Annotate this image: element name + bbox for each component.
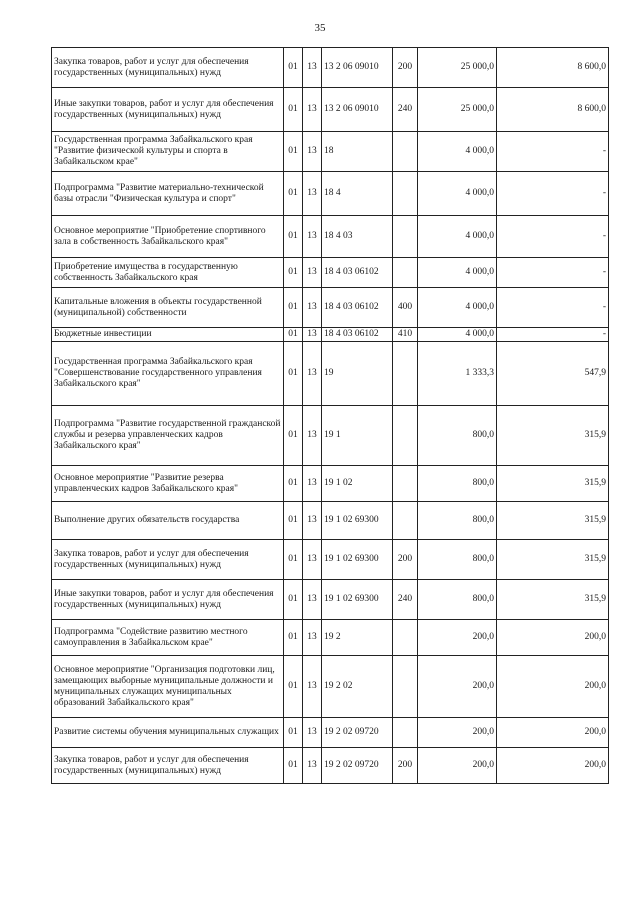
page-number: 35	[314, 22, 326, 34]
table-row	[52, 88, 609, 132]
row-expense-type	[393, 466, 418, 502]
row-section: 01	[284, 540, 303, 580]
row-sum-executed: 200,0	[497, 718, 609, 748]
table-row	[52, 258, 609, 288]
row-target-article: 19 2 02 09720	[322, 718, 393, 748]
table-row	[52, 718, 609, 748]
row-subsection: 13	[303, 328, 322, 342]
row-name: Закупка товаров, работ и услуг для обеспечения государственных (муниципальных) нужд	[52, 540, 284, 580]
row-sum-executed: -	[497, 132, 609, 172]
row-target-article: 19 1 02 69300	[322, 580, 393, 620]
row-target-article: 19 1 02	[322, 466, 393, 502]
row-section: 01	[284, 132, 303, 172]
row-target-article: 19 1	[322, 406, 393, 466]
row-name: Иные закупки товаров, работ и услуг для обеспечения государственных (муниципальных) нужд	[52, 580, 284, 620]
table-row	[52, 48, 609, 88]
table-row	[52, 466, 609, 502]
row-section: 01	[284, 748, 303, 784]
row-target-article: 19 1 02 69300	[322, 540, 393, 580]
row-sum-planned: 4 000,0	[418, 258, 497, 288]
row-section: 01	[284, 342, 303, 406]
row-sum-planned: 800,0	[418, 580, 497, 620]
row-subsection: 13	[303, 540, 322, 580]
table-row	[52, 580, 609, 620]
row-section: 01	[284, 656, 303, 718]
row-sum-planned: 4 000,0	[418, 132, 497, 172]
row-target-article: 13 2 06 09010	[322, 88, 393, 132]
row-target-article: 19 2 02 09720	[322, 748, 393, 784]
row-expense-type	[393, 132, 418, 172]
table-row	[52, 540, 609, 580]
row-sum-executed: 8 600,0	[497, 88, 609, 132]
row-section: 01	[284, 88, 303, 132]
row-subsection: 13	[303, 580, 322, 620]
table-row	[52, 132, 609, 172]
row-subsection: 13	[303, 258, 322, 288]
budget-table-body	[52, 48, 609, 784]
row-name: Иные закупки товаров, работ и услуг для обеспечения государственных (муниципальных) нужд	[52, 88, 284, 132]
row-section: 01	[284, 466, 303, 502]
row-section: 01	[284, 718, 303, 748]
row-sum-planned: 800,0	[418, 502, 497, 540]
row-name: Основное мероприятие "Развитие резерва управленческих кадров Забайкальского края"	[52, 466, 284, 502]
budget-table	[51, 47, 609, 784]
row-target-article: 18 4 03	[322, 216, 393, 258]
table-row	[52, 656, 609, 718]
row-subsection: 13	[303, 342, 322, 406]
row-target-article: 19 1 02 69300	[322, 502, 393, 540]
row-expense-type: 240	[393, 88, 418, 132]
row-section: 01	[284, 406, 303, 466]
row-expense-type	[393, 216, 418, 258]
row-target-article: 18 4	[322, 172, 393, 216]
row-sum-planned: 200,0	[418, 748, 497, 784]
row-subsection: 13	[303, 48, 322, 88]
row-name: Развитие системы обучения муниципальных служащих	[52, 718, 284, 748]
table-row	[52, 502, 609, 540]
row-sum-executed: 315,9	[497, 540, 609, 580]
table-row	[52, 172, 609, 216]
row-name: Государственная программа Забайкальского края "Развитие физической культуры и спорта в Забайкальском крае"	[52, 132, 284, 172]
row-section: 01	[284, 172, 303, 216]
row-section: 01	[284, 620, 303, 656]
row-expense-type: 240	[393, 580, 418, 620]
row-target-article: 13 2 06 09010	[322, 48, 393, 88]
table-row	[52, 748, 609, 784]
row-name: Подпрограмма "Развитие государственной гражданской службы и резерва управленческих кадров Забайкальского края"	[52, 406, 284, 466]
row-sum-executed: 200,0	[497, 748, 609, 784]
row-sum-planned: 4 000,0	[418, 172, 497, 216]
row-name: Бюджетные инвестиции	[52, 328, 284, 342]
table-row	[52, 620, 609, 656]
row-expense-type	[393, 718, 418, 748]
row-subsection: 13	[303, 132, 322, 172]
row-sum-executed: 547,9	[497, 342, 609, 406]
table-row	[52, 342, 609, 406]
row-section: 01	[284, 48, 303, 88]
row-expense-type: 200	[393, 540, 418, 580]
row-subsection: 13	[303, 620, 322, 656]
row-sum-executed: -	[497, 172, 609, 216]
row-target-article: 19 2	[322, 620, 393, 656]
row-target-article: 18	[322, 132, 393, 172]
table-row	[52, 288, 609, 328]
row-expense-type	[393, 620, 418, 656]
row-sum-executed: 200,0	[497, 656, 609, 718]
row-name: Основное мероприятие "Организация подготовки лиц, замещающих выборные муниципальные должности и муниципальных служащих муниципальных образований Забайкальского края"	[52, 656, 284, 718]
row-subsection: 13	[303, 748, 322, 784]
row-sum-executed: 315,9	[497, 406, 609, 466]
row-name: Государственная программа Забайкальского края "Совершенствование государственного управления Забайкальского края"	[52, 342, 284, 406]
row-expense-type	[393, 342, 418, 406]
row-sum-planned: 25 000,0	[418, 48, 497, 88]
row-sum-executed: 200,0	[497, 620, 609, 656]
row-name: Капитальные вложения в объекты государственной (муниципальной) собственности	[52, 288, 284, 328]
row-subsection: 13	[303, 406, 322, 466]
row-subsection: 13	[303, 466, 322, 502]
row-target-article: 19 2 02	[322, 656, 393, 718]
table-row	[52, 406, 609, 466]
row-subsection: 13	[303, 718, 322, 748]
row-sum-executed: 315,9	[497, 502, 609, 540]
row-sum-executed: 315,9	[497, 466, 609, 502]
row-name: Подпрограмма "Содействие развитию местного самоуправления в Забайкальском крае"	[52, 620, 284, 656]
row-subsection: 13	[303, 288, 322, 328]
row-section: 01	[284, 328, 303, 342]
row-sum-executed: -	[497, 216, 609, 258]
row-target-article: 19	[322, 342, 393, 406]
row-subsection: 13	[303, 216, 322, 258]
row-expense-type	[393, 406, 418, 466]
row-expense-type: 200	[393, 748, 418, 784]
row-name: Выполнение других обязательств государства	[52, 502, 284, 540]
row-subsection: 13	[303, 502, 322, 540]
row-expense-type: 410	[393, 328, 418, 342]
row-section: 01	[284, 258, 303, 288]
row-sum-planned: 200,0	[418, 718, 497, 748]
row-sum-planned: 4 000,0	[418, 328, 497, 342]
row-name: Закупка товаров, работ и услуг для обеспечения государственных (муниципальных) нужд	[52, 748, 284, 784]
row-expense-type: 400	[393, 288, 418, 328]
row-subsection: 13	[303, 88, 322, 132]
row-sum-planned: 1 333,3	[418, 342, 497, 406]
row-sum-planned: 4 000,0	[418, 288, 497, 328]
row-expense-type	[393, 656, 418, 718]
row-subsection: 13	[303, 656, 322, 718]
row-section: 01	[284, 216, 303, 258]
row-target-article: 18 4 03 06102	[322, 288, 393, 328]
row-sum-planned: 4 000,0	[418, 216, 497, 258]
row-subsection: 13	[303, 172, 322, 216]
row-sum-executed: -	[497, 288, 609, 328]
row-section: 01	[284, 580, 303, 620]
row-expense-type	[393, 502, 418, 540]
row-name: Закупка товаров, работ и услуг для обеспечения государственных (муниципальных) нужд	[52, 48, 284, 88]
row-section: 01	[284, 288, 303, 328]
row-target-article: 18 4 03 06102	[322, 258, 393, 288]
table-row	[52, 328, 609, 342]
row-expense-type	[393, 258, 418, 288]
row-sum-planned: 25 000,0	[418, 88, 497, 132]
row-sum-planned: 800,0	[418, 466, 497, 502]
row-name: Основное мероприятие "Приобретение спортивного зала в собственность Забайкальского края"	[52, 216, 284, 258]
row-name: Подпрограмма "Развитие материально-технической базы отрасли "Физическая культура и спорт"	[52, 172, 284, 216]
row-sum-planned: 800,0	[418, 406, 497, 466]
row-sum-executed: -	[497, 328, 609, 342]
row-sum-executed: -	[497, 258, 609, 288]
row-expense-type	[393, 172, 418, 216]
row-section: 01	[284, 502, 303, 540]
row-sum-planned: 200,0	[418, 620, 497, 656]
row-target-article: 18 4 03 06102	[322, 328, 393, 342]
row-name: Приобретение имущества в государственную собственность Забайкальского края	[52, 258, 284, 288]
row-sum-executed: 315,9	[497, 580, 609, 620]
row-sum-planned: 200,0	[418, 656, 497, 718]
row-expense-type: 200	[393, 48, 418, 88]
row-sum-executed: 8 600,0	[497, 48, 609, 88]
row-sum-planned: 800,0	[418, 540, 497, 580]
table-row	[52, 216, 609, 258]
